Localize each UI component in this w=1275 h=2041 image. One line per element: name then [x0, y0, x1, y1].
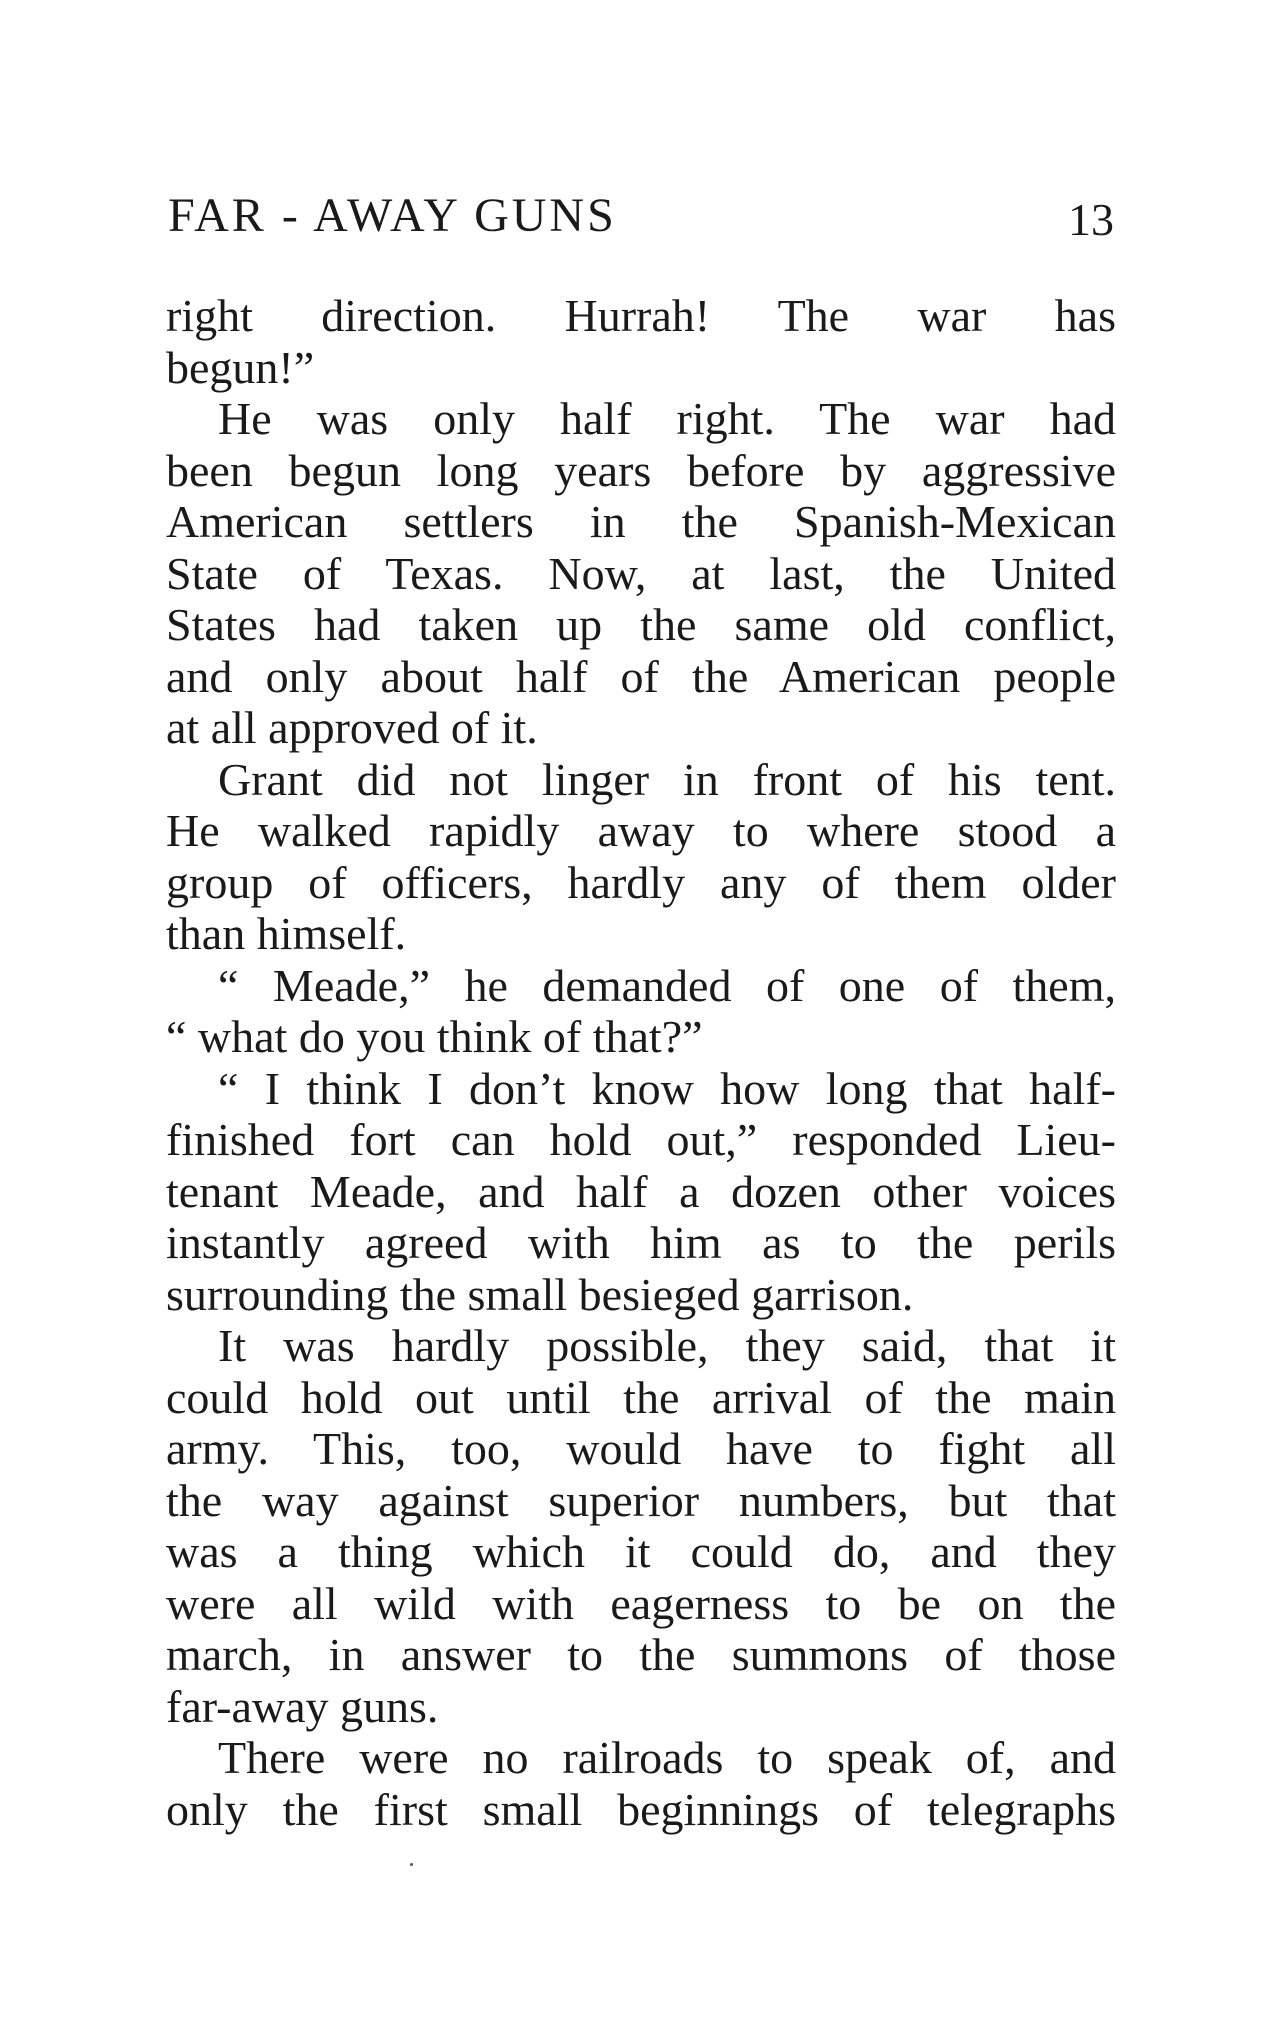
text-line: group of officers, hardly any of them older	[166, 856, 1116, 908]
text-line: begun!”	[166, 341, 315, 393]
paragraph-first-line: He was only half right. The war had	[218, 393, 1116, 444]
text-line: far-away guns.	[166, 1680, 439, 1732]
paragraph-first-line: “ I think I don’t know how long that half-	[218, 1062, 1116, 1114]
body-text	[166, 290, 1116, 1835]
text-line: finished fort can hold out,” responded Lieu-	[166, 1114, 1116, 1165]
text-line: right direction. Hurrah! The war has	[166, 290, 1116, 341]
text-line: army. This, too, would have to fight all	[166, 1423, 1116, 1474]
paragraph-first-line: “ Meade,” he demanded of one of them,	[218, 959, 1116, 1011]
text-line: tenant Meade, and half a dozen other voices	[166, 1165, 1116, 1217]
paragraph-first-line: It was hardly possible, they said, that it	[218, 1320, 1116, 1371]
text-line: He walked rapidly away to where stood a	[166, 805, 1116, 856]
ink-speck	[410, 1863, 413, 1866]
text-line: American settlers in the Spanish-Mexican	[166, 496, 1116, 547]
running-title: FAR - AWAY GUNS	[168, 189, 617, 242]
text-line: States had taken up the same old conflict,	[166, 599, 1116, 650]
text-line: march, in answer to the summons of those	[166, 1629, 1116, 1680]
text-line: the way against superior numbers, but that	[166, 1474, 1116, 1526]
text-line: could hold out until the arrival of the main	[166, 1371, 1116, 1423]
page-number: 13	[1068, 194, 1114, 245]
text-line: “ what do you think of that?”	[166, 1011, 703, 1062]
text-line: was a thing which it could do, and they	[166, 1526, 1116, 1577]
text-line: surrounding the small besieged garrison.	[166, 1268, 914, 1320]
text-line: only the first small beginnings of telegraphs	[166, 1783, 1116, 1835]
paragraph-first-line: There were no railroads to speak of, and	[218, 1732, 1116, 1783]
running-head	[168, 186, 1114, 246]
text-line: been begun long years before by aggressive	[166, 444, 1116, 496]
text-line: State of Texas. Now, at last, the United	[166, 547, 1116, 599]
text-line: and only about half of the American people	[166, 650, 1116, 702]
text-line: instantly agreed with him as to the perils	[166, 1217, 1116, 1268]
text-line: were all wild with eagerness to be on the	[166, 1577, 1116, 1629]
paragraph-first-line: Grant did not linger in front of his tent.	[218, 753, 1116, 805]
text-line: at all approved of it.	[166, 702, 538, 753]
text-line: than himself.	[166, 908, 407, 959]
